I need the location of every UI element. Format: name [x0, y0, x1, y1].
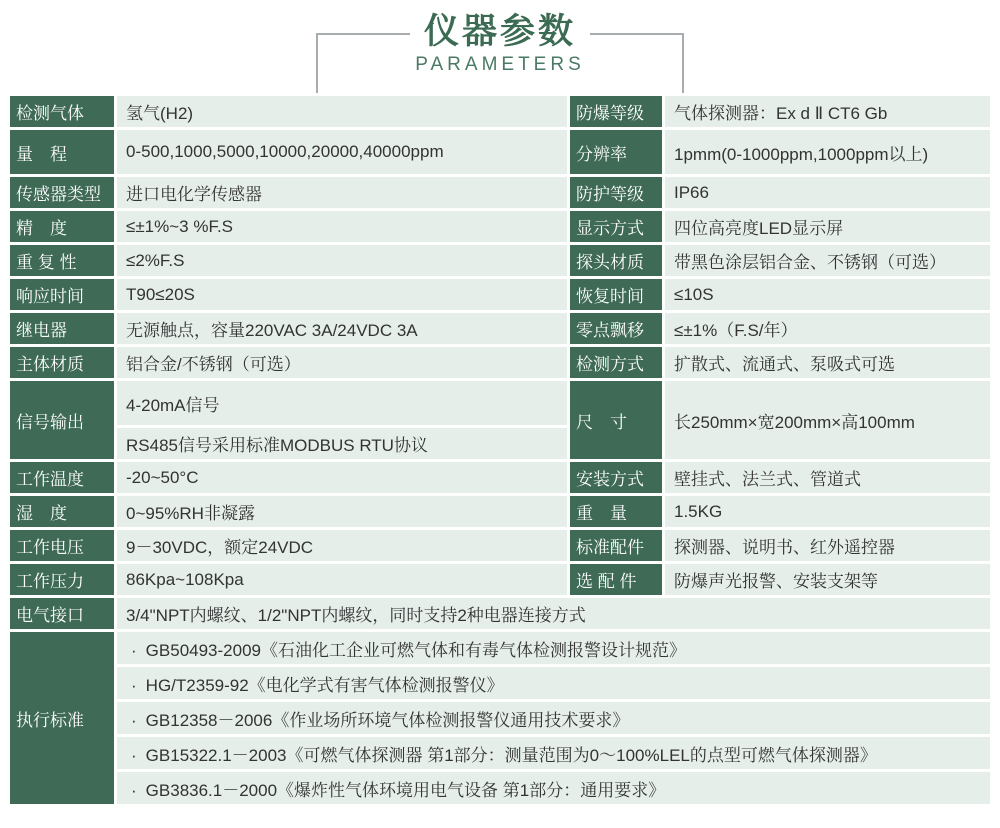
spec-label: 防爆等级	[570, 96, 662, 127]
spec-label: 重 量	[570, 496, 662, 527]
spec-value: -20~50°C	[117, 462, 567, 493]
spec-label: 量 程	[10, 130, 114, 174]
spec-value: 无源触点，容量220VAC 3A/24VDC 3A	[117, 313, 567, 344]
electrical-interface-label: 电气接口	[10, 598, 114, 629]
table-row	[10, 313, 990, 344]
spec-label: 工作温度	[10, 462, 114, 493]
standards-item-text: GB15322.1－2003《可燃气体探测器 第1部分：测量范围为0～100%LEL的点型可燃气体探测器》	[145, 745, 877, 765]
spec-value: 86Kpa~108Kpa	[117, 564, 567, 595]
standards-label: 执行标准	[10, 632, 114, 804]
spec-label: 重 复 性	[10, 245, 114, 276]
table-row	[10, 496, 990, 527]
table-row	[10, 96, 990, 127]
spec-label: 传感器类型	[10, 177, 114, 208]
table-row-standard	[10, 772, 990, 804]
spec-label: 检测方式	[570, 347, 662, 378]
spec-value: 壁挂式、法兰式、管道式	[665, 462, 990, 493]
spec-label: 显示方式	[570, 211, 662, 242]
spec-value: ≤±1%~3 %F.S	[117, 211, 567, 242]
title-header	[0, 0, 1000, 93]
standards-item-text: HG/T2359-92《电化学式有害气体检测报警仪》	[145, 675, 504, 695]
spec-value: ≤±1%（F.S/年）	[665, 313, 990, 344]
spec-value: 1pmm(0-1000ppm,1000ppm以上)	[665, 130, 990, 174]
table-row-standard	[10, 667, 990, 699]
standards-item-text: GB3836.1－2000《爆炸性气体环境用电气设备 第1部分：通用要求》	[145, 780, 666, 800]
spec-table	[7, 93, 993, 807]
bullet-icon: ·	[131, 780, 137, 800]
spec-label: 选 配 件	[570, 564, 662, 595]
standards-item	[117, 772, 990, 804]
standards-item	[117, 667, 990, 699]
table-row-signal-output	[10, 381, 990, 425]
spec-value: ≤10S	[665, 279, 990, 310]
spec-value: 9－30VDC，额定24VDC	[117, 530, 567, 561]
spec-label: 响应时间	[10, 279, 114, 310]
spec-value: 探测器、说明书、红外遥控器	[665, 530, 990, 561]
spec-value: 铝合金/不锈钢（可选）	[117, 347, 567, 378]
table-row	[10, 245, 990, 276]
spec-label: 恢复时间	[570, 279, 662, 310]
spec-value: ≤2%F.S	[117, 245, 567, 276]
spec-value: 四位高亮度LED显示屏	[665, 211, 990, 242]
spec-label: 探头材质	[570, 245, 662, 276]
standards-item	[117, 737, 990, 769]
spec-label: 工作压力	[10, 564, 114, 595]
table-row	[10, 530, 990, 561]
spec-label: 继电器	[10, 313, 114, 344]
spec-value: T90≤20S	[117, 279, 567, 310]
spec-label: 精 度	[10, 211, 114, 242]
table-row	[10, 211, 990, 242]
spec-value: 防爆声光报警、安装支架等	[665, 564, 990, 595]
signal-output-label: 信号输出	[10, 381, 114, 459]
table-row-standard	[10, 737, 990, 769]
spec-label: 防护等级	[570, 177, 662, 208]
spec-value: 0~95%RH非凝露	[117, 496, 567, 527]
electrical-interface-value: 3/4"NPT内螺纹、1/2"NPT内螺纹，同时支持2种电器连接方式	[117, 598, 990, 629]
spec-label: 零点飘移	[570, 313, 662, 344]
spec-value: IP66	[665, 177, 990, 208]
bullet-icon: ·	[131, 675, 137, 695]
page-title-wrap	[0, 10, 1000, 54]
spec-value: 0-500,1000,5000,10000,20000,40000ppm	[117, 130, 567, 174]
dimensions-label: 尺 寸	[570, 381, 662, 459]
page-subtitle: PARAMETERS	[415, 54, 585, 75]
bullet-icon: ·	[131, 710, 137, 730]
spec-value: 扩散式、流通式、泵吸式可选	[665, 347, 990, 378]
spec-value: 氢气(H2)	[117, 96, 567, 127]
spec-label: 湿 度	[10, 496, 114, 527]
spec-value: 1.5KG	[665, 496, 990, 527]
spec-value: 进口电化学传感器	[117, 177, 567, 208]
spec-value: 气体探测器：Ex d Ⅱ CT6 Gb	[665, 96, 990, 127]
table-row	[10, 177, 990, 208]
spec-label: 工作电压	[10, 530, 114, 561]
standards-item	[117, 702, 990, 734]
bullet-icon: ·	[131, 640, 137, 660]
signal-output-value-2: RS485信号采用标准MODBUS RTU协议	[117, 428, 567, 459]
table-row	[10, 462, 990, 493]
standards-item-text: GB12358－2006《作业场所环境气体检测报警仪通用技术要求》	[145, 710, 630, 730]
table-row	[10, 279, 990, 310]
table-row	[10, 564, 990, 595]
page-title: 仪器参数	[410, 10, 590, 54]
spec-label: 标准配件	[570, 530, 662, 561]
table-row-standard	[10, 702, 990, 734]
standards-item	[117, 632, 990, 664]
table-row-electrical-interface	[10, 598, 990, 629]
table-row-standard	[10, 632, 990, 664]
table-row	[10, 130, 990, 174]
spec-label: 检测气体	[10, 96, 114, 127]
spec-label: 安装方式	[570, 462, 662, 493]
spec-value: 带黑色涂层铝合金、不锈钢（可选）	[665, 245, 990, 276]
table-row	[10, 347, 990, 378]
bullet-icon: ·	[131, 745, 137, 765]
spec-label: 分辨率	[570, 130, 662, 174]
dimensions-value: 长250mm×宽200mm×高100mm	[665, 381, 990, 459]
signal-output-value-1: 4-20mA信号	[117, 381, 567, 425]
standards-item-text: GB50493-2009《石油化工企业可燃气体和有毒气体检测报警设计规范》	[145, 640, 686, 660]
spec-label: 主体材质	[10, 347, 114, 378]
